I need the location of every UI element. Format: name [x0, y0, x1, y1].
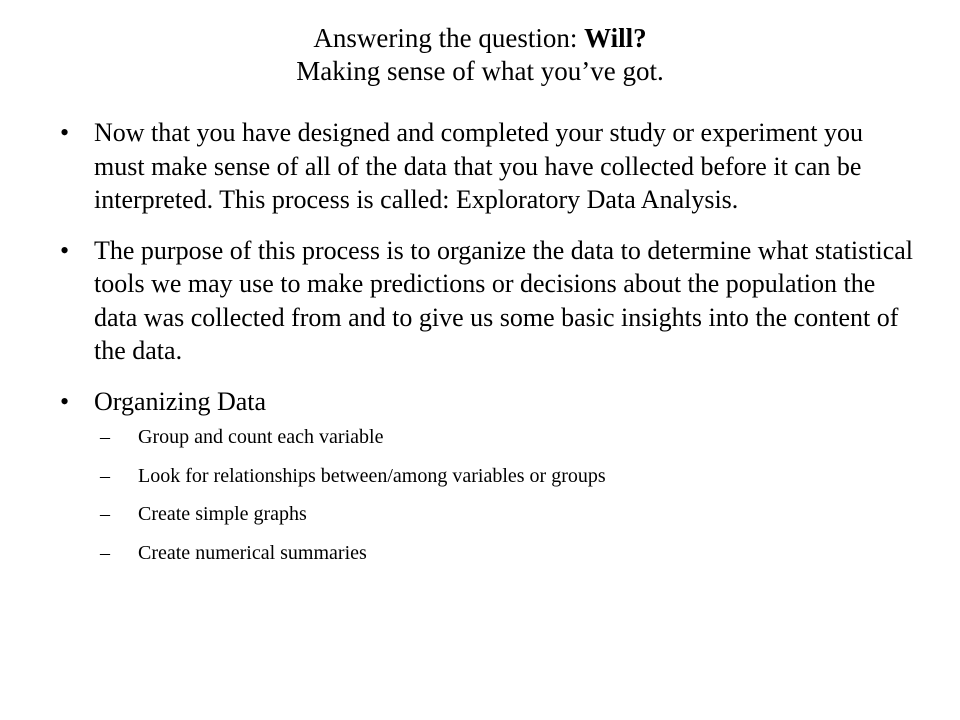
- sub-bullet-text: Look for relationships between/among variables or groups: [138, 464, 606, 487]
- sub-bullet-text: Group and count each variable: [138, 426, 384, 448]
- bullet-text: Organizing Data: [94, 386, 267, 416]
- title-line-2: Making sense of what you’ve got.: [296, 56, 664, 86]
- bullet-marker: •: [60, 386, 70, 416]
- sub-bullet-item: [94, 424, 920, 450]
- sub-bullet-text: Create simple graphs: [138, 503, 307, 525]
- title-line-1: [0, 22, 960, 55]
- sub-bullet-item: [94, 463, 920, 489]
- title-prefix: Answering the question:: [313, 23, 585, 53]
- bullet-marker: •: [60, 235, 70, 265]
- sub-bullet-marker: –: [100, 503, 110, 525]
- slide-title: [0, 22, 960, 88]
- title-emphasis: Will?: [584, 23, 647, 53]
- sub-bullet-item: [94, 501, 920, 527]
- sub-bullet-item: [94, 540, 920, 566]
- sub-bullet-marker: –: [100, 464, 110, 487]
- bullet-list: [60, 116, 920, 583]
- sub-bullet-marker: –: [100, 426, 110, 448]
- bullet-item: [60, 234, 920, 368]
- bullet-item: [60, 116, 920, 217]
- sub-bullet-text: Create numerical summaries: [138, 541, 367, 564]
- bullet-item: [60, 385, 920, 566]
- bullet-marker: •: [60, 118, 70, 147]
- bullet-text: The purpose of this process is to organize the data to determine what statistical tools we may use to make predictions or decisions about the population the data was collected from and to give us some basic insights into the content of the data.: [94, 235, 914, 365]
- sub-bullet-marker: –: [100, 541, 110, 564]
- sub-bullet-list: [94, 424, 920, 566]
- bullet-text: Now that you have designed and completed your study or experiment you must make sense of all of the data that you have collected before it can be interpreted. This process is called: Exploratory Data Analysis.: [94, 118, 863, 214]
